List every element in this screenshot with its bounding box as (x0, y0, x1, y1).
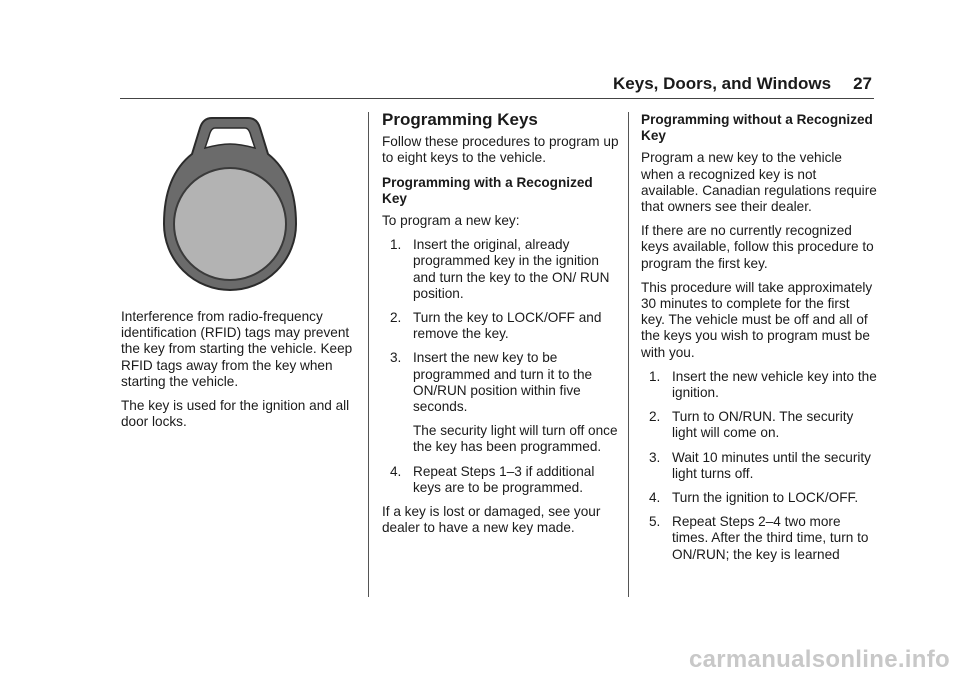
left-column (121, 309, 359, 438)
step-number: 4. (390, 463, 402, 479)
list-item (641, 409, 877, 441)
list-item (641, 450, 877, 482)
steps-list (641, 369, 877, 563)
section-heading: Programming Keys (382, 110, 538, 129)
running-header (613, 74, 872, 94)
right-column (641, 112, 877, 571)
paragraph: Program a new key to the vehicle when a recognized key is not available. Canadian regulations require that owners see their dealer. (641, 150, 877, 215)
lead-in-text: To program a new key: (382, 213, 520, 229)
list-item (382, 310, 620, 342)
header-rule (120, 98, 874, 99)
paragraph: This procedure will take approximately 30 minutes to complete for the first key. The vehicle must be off and all of the keys you wish to program must be with you. (641, 279, 873, 360)
subheading-with-key: Programming with a Recognized Key (382, 174, 593, 206)
list-item (382, 464, 620, 496)
step-number: 3. (649, 449, 661, 465)
list-item (641, 369, 877, 401)
step-text: Insert the original, already programmed key in the ignition and turn the key to the ON/ RUN position. (413, 237, 610, 301)
column-divider-1 (368, 112, 369, 597)
step-text: Insert the new vehicle key into the ignition. (672, 368, 877, 401)
key-usage-paragraph: The key is used for the ignition and all door locks. (121, 398, 350, 430)
section-title: Keys, Doors, and Windows (613, 74, 832, 93)
step-number: 5. (649, 514, 661, 530)
list-item (382, 350, 620, 455)
step-text: Turn the key to LOCK/OFF and remove the key. (413, 310, 602, 342)
outro-paragraph: If a key is lost or damaged, see your dealer to have a new key made. (382, 504, 601, 536)
step-number: 1. (649, 368, 661, 384)
list-item (382, 237, 620, 302)
key-fob-face (174, 168, 286, 280)
paragraph: If there are no currently recognized keys available, follow this procedure to program the first key. (641, 223, 874, 271)
step-text: Insert the new key to be programmed and turn it to the ON/RUN position within five seconds. (413, 350, 593, 415)
middle-column (382, 112, 620, 544)
rfid-warning-paragraph: Interference from radio-frequency identification (RFID) tags may prevent the key from starting the vehicle. Keep RFID tags away from the key when starting the vehicle. (121, 309, 353, 389)
intro-paragraph: Follow these procedures to program up to eight keys to the vehicle. (382, 134, 619, 166)
step-text: Wait 10 minutes until the security light turns off. (672, 449, 871, 481)
step-number: 1. (390, 237, 402, 253)
step-number: 2. (649, 409, 661, 425)
step-number: 2. (390, 310, 402, 326)
step-number: 4. (649, 490, 661, 506)
rfid-key-fob-illustration (160, 114, 300, 300)
step-text: Repeat Steps 1–3 if additional keys are to be programmed. (413, 463, 595, 495)
watermark: carmanualsonline.info (688, 646, 950, 673)
step-note: The security light will turn off once the key has been programmed. (413, 423, 618, 455)
steps-list (382, 237, 620, 496)
column-divider-2 (628, 112, 629, 597)
page-number: 27 (853, 74, 872, 93)
step-text: Turn the ignition to LOCK/OFF. (672, 490, 859, 506)
list-item (641, 490, 877, 506)
list-item (641, 514, 877, 563)
step-text: Turn to ON/RUN. The security light will come on. (672, 409, 854, 441)
step-number: 3. (390, 350, 402, 366)
step-text: Repeat Steps 2–4 two more times. After the third time, turn to ON/RUN; the key is learned (672, 514, 869, 562)
subheading-without-key: Programming without a Recognized Key (641, 112, 873, 144)
